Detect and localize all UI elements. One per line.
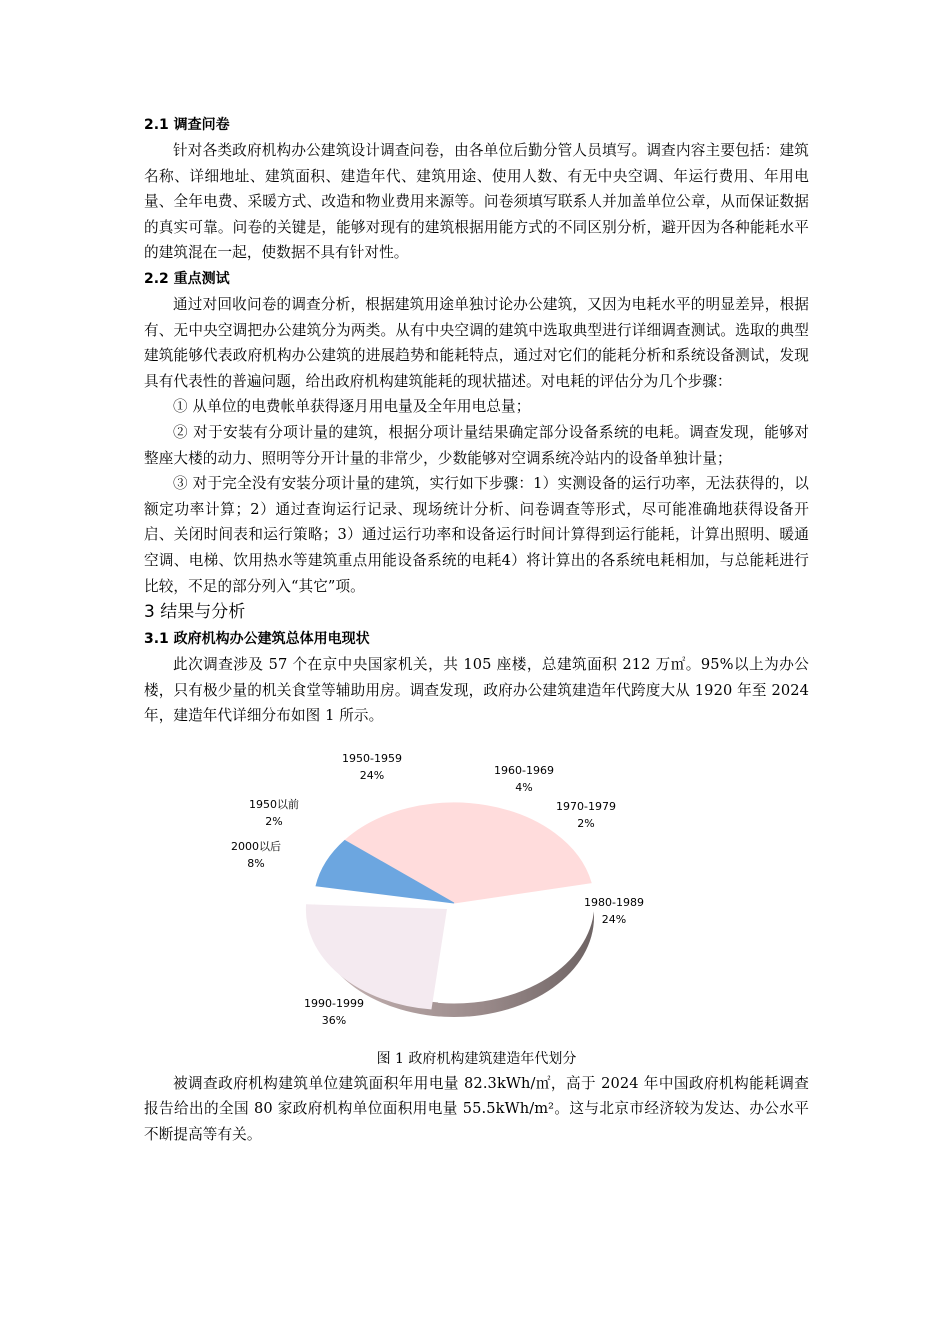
section-2-2-heading: 2.2 重点测试 xyxy=(144,270,230,287)
section-2-1-paragraph: 针对各类政府机构办公建筑设计调查问卷，由各单位后勤分管人员填写。调查内容主要包括：建筑名称、详细地址、建筑面积、建造年代、建筑用途、使用人数、有无中央空调、年运行费用、年用电量、全年电费、采暖方式、改造和物业费用来源等。问卷须填写联系人并加盖单位公章，从而保证数据的真实可靠。问卷的关键是，能够对现有的建筑根据用能方式的不同区别分析，避开因为各种能耗水平的建筑混在一起，使数据不具有针对性。 xyxy=(144,142,809,262)
slice-label: 1950以前 xyxy=(249,797,299,811)
slice-percent-label: 2% xyxy=(265,814,283,828)
slice-percent-label: 8% xyxy=(247,856,265,870)
figure-caption: 图 1 政府机构建筑建造年代划分 xyxy=(376,1050,577,1067)
slice-percent-label: 4% xyxy=(515,780,533,794)
pie-slice-1950-1959 xyxy=(306,905,446,1009)
document-page xyxy=(144,112,809,1148)
section-2-1-heading: 2.1 调查问卷 xyxy=(144,117,230,133)
slice-percent-label: 36% xyxy=(321,1013,347,1027)
slice-label: 1980-1989 xyxy=(584,895,644,909)
section-3-1-paragraph-2: 被调查政府机构建筑单位建筑面积年用电量 82.3kWh/㎡，高于 2024 年中国政府机构能耗调查报告给出的全国 80 家政府机构单位面积用电量 55.5kWh/m²。这与北京市经济较为发达、办公水平不断提高等有关。 xyxy=(144,1074,809,1144)
slice-label: 1990-1999 xyxy=(304,996,364,1010)
section-3-1-paragraph: 此次调查涉及 57 个在京中央国家机关，共 105 座楼，总建筑面积 212 万㎡。95%以上为办公楼，只有极少量的机关食堂等辅助用房。调查发现，政府办公建筑建造年代跨度大从 1920 年至 2024 年，建造年代详细分布如图 1 所示。 xyxy=(144,656,809,725)
step-3-paragraph: ③ 对于完全没有安装分项计量的建筑，实行如下步骤：1）实测设备的运行功率，无法获得的，以额定功率计算；2）通过查询运行记录、现场统计分析、问卷调查等形式，尽可能准确地获得设备开启、关闭时间表和运行策略；3）通过运行功率和设备运行时间计算得到运行能耗，计算出照明、暖通空调、电梯、饮用热水等建筑重点用能设备系统的电耗4）将计算出的各系统电耗相加，与总能耗进行比较，不足的部分列入“其它”项。 xyxy=(144,475,809,595)
pie-chart xyxy=(144,741,809,1043)
slice-percent-label: 2% xyxy=(577,816,595,830)
slice-label: 2000以后 xyxy=(231,839,281,853)
section-3-1-heading: 3.1 政府机构办公建筑总体用电现状 xyxy=(144,631,370,648)
step-2-paragraph: ② 对于安装有分项计量的建筑，根据分项计量结果确定部分设备系统的电耗。调查发现，能够对整座大楼的动力、照明等分开计量的非常少，少数能够对空调系统冷站内的设备单独计量； xyxy=(144,423,809,467)
slice-percent-label: 24% xyxy=(359,768,385,782)
slice-label: 1960-1969 xyxy=(494,763,554,777)
slice-percent-label: 24% xyxy=(601,912,627,926)
pie-chart-figure xyxy=(144,741,809,1043)
slice-label: 1970-1979 xyxy=(556,799,616,813)
section-3-heading: 3 结果与分析 xyxy=(144,602,246,623)
section-2-2-paragraph: 通过对回收问卷的调查分析，根据建筑用途单独讨论办公建筑，又因为电耗水平的明显差异，根据有、无中央空调把办公建筑分为两类。从有中央空调的建筑中选取典型进行详细调查测试。选取的典型建筑能够代表政府机构办公建筑的进展趋势和能耗特点，通过对它们的能耗分析和系统设备测试，发现具有代表性的普遍问题，给出政府机构建筑能耗的现状描述。对电耗的评估分为几个步骤： xyxy=(144,295,809,390)
slice-label: 1950-1959 xyxy=(342,751,402,765)
step-1-paragraph: ① 从单位的电费帐单获得逐月用电量及全年用电总量； xyxy=(173,398,531,416)
